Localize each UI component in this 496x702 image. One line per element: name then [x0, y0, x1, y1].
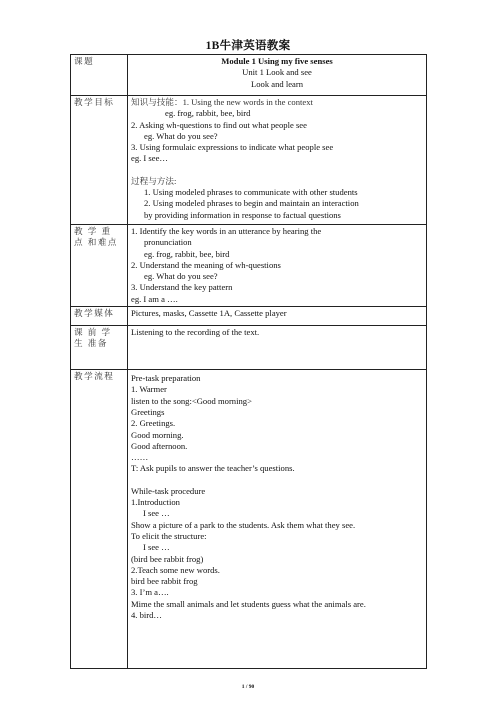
- flow-line: 1.Introduction: [131, 497, 180, 508]
- spacer: [131, 475, 423, 486]
- keys-line: eg. I am a ….: [131, 293, 178, 304]
- keys-line: pronunciation: [144, 237, 192, 248]
- flow-line: Pre-task preparation: [131, 373, 201, 384]
- flow-line: T: Ask pupils to answer the teacher’s questions.: [131, 463, 295, 474]
- table-row-flow: [71, 370, 427, 669]
- lesson-plan-table: [70, 54, 427, 669]
- page-number: 1 / 90: [241, 684, 255, 690]
- flow-line: 2.Teach some new words.: [131, 564, 220, 575]
- flow-line: Greetings: [131, 406, 165, 417]
- flow-line: I see …: [143, 508, 170, 519]
- flow-line: bird bee rabbit frog: [131, 576, 198, 587]
- flow-line: Good morning.: [131, 429, 184, 440]
- label-course: 课题: [71, 55, 128, 96]
- keys-line: 3. Understand the key pattern: [131, 282, 233, 293]
- flow-line: Show a picture of a park to the students. Ask them what they see.: [131, 519, 356, 530]
- keys-cell: [128, 225, 427, 307]
- flow-cell: [128, 370, 427, 669]
- goals-line: eg. I see…: [131, 153, 168, 164]
- course-unit: Unit 1 Look and see: [242, 67, 312, 78]
- spacer: [131, 165, 423, 176]
- flow-line: I see …: [143, 542, 170, 553]
- goals-line: 2. Asking wh-questions to find out what people see: [131, 119, 307, 130]
- course-module: Module 1 Using my five senses: [221, 56, 333, 66]
- label-flow: 教学流程: [71, 370, 128, 669]
- goals-cell: [128, 96, 427, 225]
- goals-line: 3. Using formulaic expressions to indicate what people see: [131, 142, 334, 153]
- prep-cell: Listening to the recording of the text.: [128, 326, 427, 370]
- flow-line: 3. I’m a….: [131, 587, 169, 598]
- media-cell: Pictures, masks, Cassette 1A, Cassette player: [128, 307, 427, 326]
- course-lesson: Look and learn: [250, 78, 304, 89]
- table-row-media: [71, 307, 427, 326]
- keys-line: eg. What do you see?: [144, 271, 218, 282]
- flow-line: To elicit the structure:: [131, 530, 207, 541]
- flow-line: 4. bird…: [131, 610, 163, 621]
- document-title: 1B牛津英语教案: [205, 40, 291, 52]
- goals-line: by providing information in response to factual questions: [144, 209, 341, 220]
- flow-line: 1. Warmer: [131, 384, 167, 395]
- label-keys: 教 学 重 点 和难点: [71, 225, 128, 307]
- keys-line: 1. Identify the key words in an utterance by hearing the: [131, 226, 322, 236]
- flow-line: Good afternoon.: [131, 440, 188, 451]
- keys-line: eg. frog, rabbit, bee, bird: [144, 248, 230, 259]
- table-row-keys: [71, 225, 427, 307]
- label-prep: 课 前 学 生 准备: [71, 326, 128, 370]
- goals-line: eg. frog, rabbit, bee, bird: [165, 108, 251, 119]
- table-row-goals: [71, 96, 427, 225]
- flow-line: (bird bee rabbit frog): [131, 553, 204, 564]
- label-goals: 教学目标: [71, 96, 128, 225]
- flow-line: 2. Greetings.: [131, 418, 176, 429]
- label-media: 教学媒体: [71, 307, 128, 326]
- flow-line: Mime the small animals and let students guess what the animals are.: [131, 598, 366, 609]
- flow-line: listen to the song:<Good morning>: [131, 395, 252, 406]
- flow-line: While-task procedure: [131, 485, 206, 496]
- flow-line: ……: [131, 452, 149, 463]
- goals-line: 知识与技能：1. Using the new words in the context: [131, 97, 313, 107]
- goals-line: 1. Using modeled phrases to communicate with other students: [144, 187, 358, 198]
- table-row-prep: [71, 326, 427, 370]
- keys-line: 2. Understand the meaning of wh-questions: [131, 259, 281, 270]
- goals-line: 过程与方法:: [131, 175, 177, 186]
- goals-line: eg. What do you see?: [144, 130, 218, 141]
- course-cell: [128, 55, 427, 96]
- table-row-course: [71, 55, 427, 96]
- goals-line: 2. Using modeled phrases to begin and maintain an interaction: [144, 198, 359, 209]
